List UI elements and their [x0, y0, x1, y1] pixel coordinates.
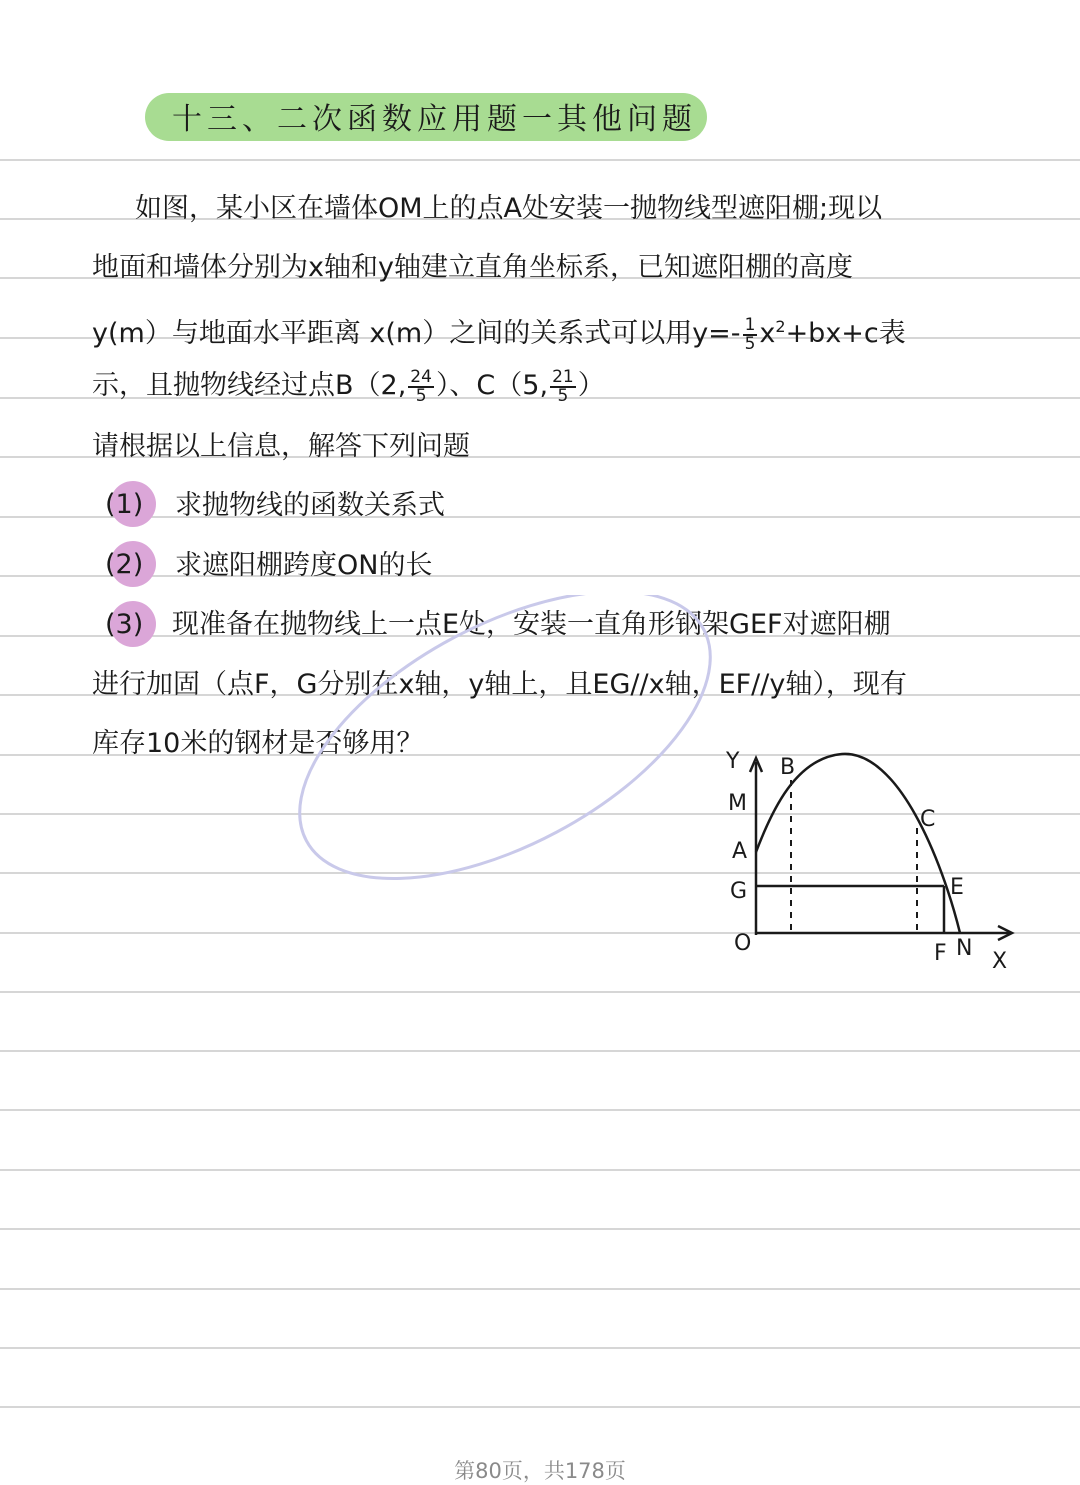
label-f: F	[934, 941, 947, 966]
question-2-number: (2)	[105, 549, 144, 580]
problem-line-4	[92, 366, 605, 406]
label-e: E	[950, 875, 964, 900]
label-b: B	[780, 755, 796, 780]
question-2-text: 求遮阳棚跨度ON的长	[175, 550, 433, 581]
fraction-numerator: 1	[744, 314, 756, 335]
point-c-y-fraction	[550, 366, 576, 406]
point-b-y-fraction	[408, 366, 434, 406]
fraction-numerator: 21	[552, 366, 574, 387]
problem-line-2: 地面和墙体分别为x轴和y轴建立直角坐标系，已知遮阳棚的高度	[92, 252, 853, 283]
label-n: N	[956, 936, 973, 961]
problem-line-3-text-c: +bx+c表	[785, 318, 906, 349]
label-g: G	[730, 879, 748, 904]
problem-line-3-text-a: y(m）与地面水平距离 x(m）之间的关系式可以用y=-	[92, 318, 741, 349]
fraction-denominator: 5	[744, 333, 756, 354]
question-3-continued-2: 库存10米的钢材是否够用？	[92, 728, 424, 759]
page-title: 十三、二次函数应用题一其他问题	[172, 102, 697, 137]
page-number: 第80页，共178页	[454, 1459, 626, 1483]
parabola-curve	[756, 754, 960, 933]
question-3-number: (3)	[105, 609, 144, 640]
label-a: A	[732, 839, 748, 864]
problem-line-4-text-c: ）	[577, 370, 605, 401]
fraction-denominator: 5	[557, 385, 569, 406]
coefficient-fraction	[743, 314, 758, 354]
problem-line-1: 如图，某小区在墙体OM上的点A处安装一抛物线型遮阳棚;现以	[135, 193, 883, 224]
problem-line-5: 请根据以上信息，解答下列问题	[92, 431, 470, 462]
label-o: O	[734, 931, 752, 956]
question-1-number: (1)	[105, 489, 144, 520]
label-c: C	[920, 807, 936, 832]
exponent: 2	[775, 317, 786, 336]
question-3-continued-1: 进行加固（点F，G分别在x轴，y轴上，且EG//x轴，EF//y轴），现有	[92, 669, 907, 700]
problem-line-3	[92, 307, 906, 354]
problem-line-4-text-a: 示，且抛物线经过点B（2,	[92, 370, 407, 401]
question-3-text: 现准备在抛物线上一点E处，安装一直角形钢架GEF对遮阳棚	[172, 609, 891, 640]
label-y: Y	[726, 749, 740, 774]
fraction-numerator: 24	[410, 366, 432, 387]
problem-line-4-text-b: ）、C（5,	[435, 370, 549, 401]
question-1-text: 求抛物线的函数关系式	[175, 490, 445, 521]
fraction-denominator: 5	[415, 385, 427, 406]
parabola-diagram	[720, 740, 1030, 980]
label-x: X	[992, 949, 1008, 974]
problem-line-3-text-b: x	[759, 318, 776, 349]
annotation-oval	[290, 595, 730, 885]
label-m: M	[728, 791, 747, 816]
